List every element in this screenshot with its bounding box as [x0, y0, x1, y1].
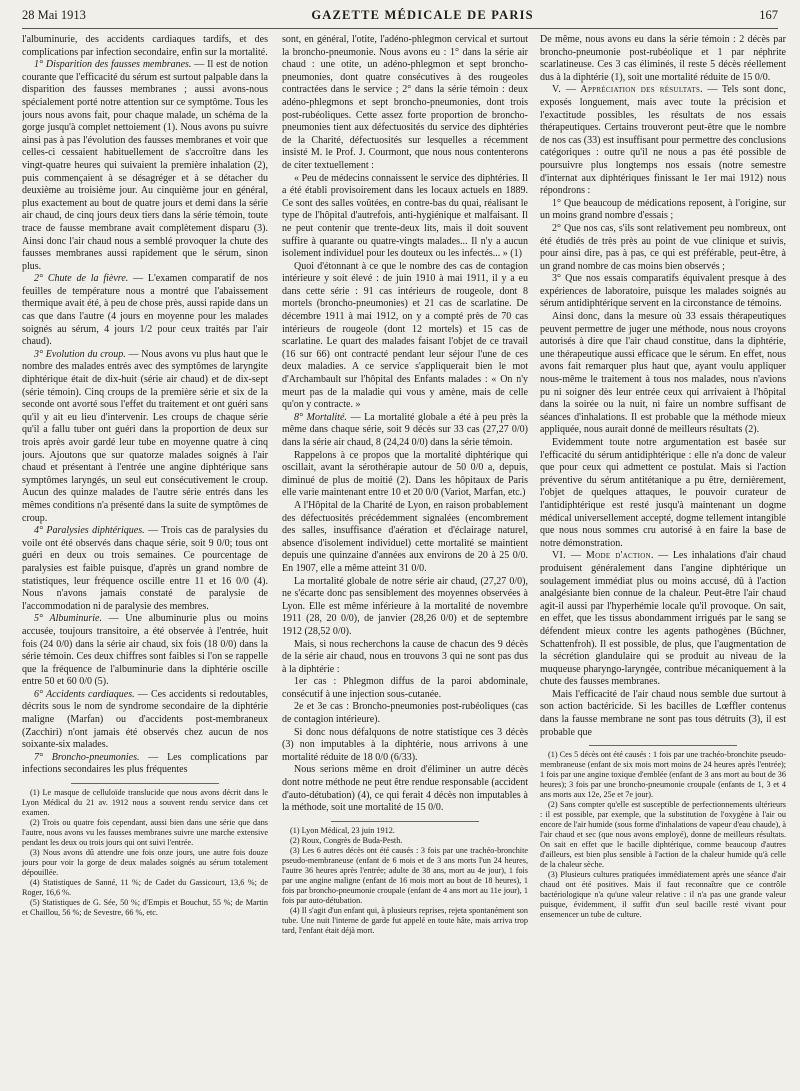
paragraph: l'albuminurie, des accidents cardiaques tardifs, et des complications par infection secondaire, enfin sur la mortalité. — [22, 34, 268, 58]
section-heading: 6° Accidents cardiaques. — [34, 688, 135, 700]
column-right — [540, 34, 786, 1079]
paragraph: 2° Chute de la fièvre. — L'examen comparatif de nos feuilles de température nous a montré que l'abaissement thermique avait été, à peu de chose près, aussi rapide dans un cas que dans l'autre (4 jours en moyenne pour les malades soignés au sérum, 4 jours 1/2 pour ceux traités par l'air chaud). — [22, 273, 268, 348]
paragraph: 8° Mortalité. — La mortalité globale a été à peu près la même dans chaque série, soit 9 décès sur 33 cas (27,27 0/0) dans la série air chaud, 8 (24,24 0/0) dans la série témoin. — [282, 411, 528, 448]
paragraph: Si donc nous défalquons de notre statistique ces 3 décès (3) non imputables à la diphtérie, nous arrivons à une mortalité réduite de 18 0/0 (6/33). — [282, 726, 528, 763]
paragraph: A l'Hôpital de la Charité de Lyon, en raison probablement des défectuosités précédemment signalées (encombrement des salles, insuffisance d'aération et d'éclairage naturel, absence d'isolement individuel) cette mortalité se maintient depuis une quinzaine d'années aux environs de 20 à 25 0/0. En 1907, elle a même atteint 31 0/0. — [282, 499, 528, 574]
footnote: (5) Statistiques de G. Sée, 50 %; d'Empis et Bouchut, 55 %; de Martin et Chaillou, 56 %; de Sevestre, 66 %, etc. — [22, 898, 268, 918]
paragraph: Nous serions même en droit d'éliminer un autre décès dont notre méthode ne peut être rendue responsable (accident d'auto-détubation) (4), ce qui ferait 4 décès non imputables à la méthode, soit une mortalité de 15 0/0. — [282, 764, 528, 814]
paragraph: sont, en général, l'otite, l'adéno-phlegmon cervical et surtout la broncho-pneumonie. Nous avons eu : 1° dans la série air chaud : une otite, un adéno-phlegmon et sept broncho-pneumonies, dont quatre consécutives à des rougeoles contractées dans le service ; 2° dans la série témoin : deux adéno-phlegmons et sept broncho-pneumonies, dont trois post-rubéoliques. Cette assez forte proportion de broncho-pneumonies tient aux défectuosités du service des diphtéries de la Charité, défectuosités sur lesquelles a récemment insisté M. le Prof. J. Courmont, que nous nous contenterons de citer textuellement : — [282, 34, 528, 171]
footnote: (1) Ces 5 décès ont été causés : 1 fois par une trachéo-bronchite pseudo-membraneuse (enfant de six mois mort moins de 24 heures après l'entrée); 1 fois par une angine toxique d'emblée (enfant de 3 ans mort au bout de 36 heures); 3 fois par une broncho-pneumonie croupale (enfants de 1, 3 et 4 ans morts aux 12e, 25e et 7e jour). — [540, 750, 786, 800]
paragraph: Mais, si nous recherchons la cause de chacun des 9 décès de la série air chaud, nous en trouvons 3 qui ne sont pas dus à la diphtérie : — [282, 638, 528, 675]
paragraph: Quoi d'étonnant à ce que le nombre des cas de contagion intérieure y soit élevé : de juin 1910 à mai 1911, il y a eu dans cette série : 91 cas intérieurs de rougeole, dont 8 mortels (broncho-pneumonies) et 21 cas de scarlatine. De décembre 1911 à mai 1912, on y a compté près de 70 cas intérieurs de rougeole (dont 12 mortels) et 15 cas de scarlatine. Le quart des malades faisant l'objet de ce travail (16 sur 66) ont contracté pendant leur séjour l'une de ces deux maladies. A ce service s'appliquerait bien le mot d'Archambault sur l'hôpital des Enfants malades : « On n'y meurt pas de la maladie qui vous y amène, mais de celle qu'on y contracte. » — [282, 260, 528, 411]
section-heading: VI. — Mode d'action. — [552, 550, 654, 562]
paragraph: Rappelons à ce propos que la mortalité diphtérique qui oscillait, avant la sérothérapie autour de 50 0/0 a, depuis, diminué de plus de moitié (2). Dans les hôpitaux de Paris elle varie maintenant entre 10 et 20 0/0 (Variot, Marfan, etc.) — [282, 449, 528, 499]
footnote: (3) Les 6 autres décès ont été causés : 3 fois par une trachéo-bronchite pseudo-membraneuse (enfant de 6 mois et de 3 ans morts l'un 24 heures, l'autre 36 heures après l'entrée; adulte de 38 ans, mort au 4e jour), 1 fois par une angine maligne (enfant de 16 mois mort au bout de 18 heures), 1 fois par broncho-pneumonie croupale (enfant de 4 ans mort au 11e jour), 1 fois par auto-détubation. — [282, 845, 528, 905]
paragraph: 3° Evolution du croup. — Nous avons vu plus haut que le nombre des malades entrés avec des symptômes de laryngite diphtérique était de dix-huit (série air chaud) et de dix-sept (série témoin). Cinq croups de la première série et six de la seconde ont avorté sous l'effet du traitement et ont guéri sans qu'il y ait eu lieu d'intervenir. Les croups de chaque série qu'il a fallu tuber ont guéri dans la proportion de deux sur trois après avoir gardé leur tube en moyenne quatre à cinq jours. Ajoutons que sur quatorze malades soignés à l'air chaud et présentant à l'entrée une angine diphtérique sans symptômes laryngés, un seul eut consécutivement le croup. Aucun des quinze malades de l'autre série entrés dans les mêmes conditions n'a présenté dans la suite de symptômes de croup. — [22, 348, 268, 524]
section-heading: 2° Chute de la fièvre. — [34, 273, 129, 285]
footnote: (2) Roux, Congrès de Buda-Pesth. — [290, 835, 403, 845]
footnote-separator — [71, 783, 219, 784]
quotation: « Peu de médecins connaissent le service des diphtéries. Il a été établi provisoirement dans les locaux actuels en 1889. Ce sont des salles voûtées, en contre-bas du quai, réalisant le type de l'hôpital d'autrefois, anti-hygiénique et malfaisant. Il ne peut contenir que trente-deux lits, mais il doit souvent suffire à quarante ou quatre-vingts malades... Il n'y a aucun isolement individuel pour les douteux ou les infectés... » (1) — [282, 172, 528, 260]
footnote-separator — [331, 821, 479, 822]
paragraph: Evidemment toute notre argumentation est basée sur l'efficacité du sérum antidiphtérique : elle n'a donc de valeur que pour ceux qui admettent ce postulat. Mais si l'action préventive du sérum antitétanique a pu être, dernièrement, l'objet de quelques attaques, le pouvoir curateur de l'antidiphtérique est resté jusqu'à maintenant un dogme médical universellement accepté, dogme tellement intangible que nous nous sommes cru autorisé à en faire la base de notre démonstration. — [540, 437, 786, 549]
paragraph: 4° Paralysies diphtériques. — Trois cas de paralysies du voile ont été observés dans chaque série, soit 9 0/0; tous ont guéri en deux ou trois semaines. Ce pourcentage de paralysies est faible puisque, d'après un grand nombre de statistiques, leur fréquence oscille entre 11 et 16 0/0 (4). Nous n'avons jamais constaté de paralysie de l'accommodation ni de paralysie des membres. — [22, 525, 268, 612]
paragraph: 5° Albuminurie. — Une albuminurie plus ou moins accusée, toujours transitoire, a été observée à l'entrée, huit fois (24 0/0) dans la série air chaud, six fois (18 0/0) dans la série témoin. Ces deux chiffres sont faibles si l'on se rappelle que la fréquence de l'albuminurie dans la diphtérie oscille entre 50 et 60 0/0 (5). — [22, 613, 268, 688]
header-date: 28 Mai 1913 — [22, 7, 86, 22]
paragraph: 1° Disparition des fausses membranes. — Il est de notion courante que l'efficacité du sérum est surtout palpable dans la disparition des fausses membranes ; aussi avons-nous spécialement porté notre attention sur ce symptôme. Tous les jours nous avons fait, pour chaque malade, un schéma de la gorge jusqu'à complet nettoiement (1). Nous avons pu suivre ainsi pas à pas l'évolution des fausses membranes et voir que celles-ci cessaient habituellement de s'accroître dans les vingt-quatre heures qui suivaient la première inhalation (2), puis commençaient à se désagréger et à se détacher du deuxième au troisième jour. Au cinquième jour en général, plus exactement au bout de quatre jours et demi dans la série air chaud, de cinq jours deux tiers dans la série témoin, toute trace de fausse membrane avait complètement disparu (3). Ainsi donc l'air chaud nous a semblé provoquer la chute des fausses membranes aussi rapidement que le sérum, sinon plus. — [22, 59, 268, 272]
paragraph: V. — Appréciation des résultats. — Tels sont donc, exposés longuement, mais avec toute la précision et l'exactitude possibles, les résultats de nos essais thérapeutiques. Certains trouveront peut-être que le nombre de nos cas (33) est insuffisant pour permettre des conclusions catégoriques : outre qu'il ne nous a pas été possible de poursuivre plus longtemps nos essais (notre semestre d'internat aux diphtériques finissant le 1er mai 1912) nous répondrons : — [540, 84, 786, 197]
footnote: (3) Plusieurs cultures pratiquées immédiatement après une séance d'air chaud ont été positives. Mais il faut reconnaître que ce contrôle bactériologique n'a qu'une valeur relative : il n'a pas une grande valeur puisque, évidemment, il suffit d'un seul bacille resté vivant pour ensemencer un tube de culture. — [540, 870, 786, 920]
paragraph: 1er cas : Phlegmon diffus de la paroi abdominale, consécutif à une injection sous-cutanée. — [282, 676, 528, 700]
page-header — [22, 6, 778, 24]
section-heading: 1° Disparition des fausses membranes. — [34, 59, 192, 71]
journal-title: GAZETTE MÉDICALE DE PARIS — [311, 7, 534, 22]
section-heading: 8° Mortalité. — [294, 411, 347, 423]
paragraph: VI. — Mode d'action. — Les inhalations d'air chaud produisent généralement dans l'angine diphtérique un soulagement immédiat plus ou moins accusé, dû à l'action analgésiante bien connue de la chaleur. Peut-être l'air chaud agit-il aussi par l'hyperhémie locale qu'il provoque. On sait, en effet, que les tissus abondamment irrigués par le sang se défendent mieux contre les agents pathogènes (Büchner, Schattenfroh). Il est possible, de plus, que l'augmentation de la sécrétion glandulaire qui se produit au niveau de la muqueuse pharyngo-laryngée, contribue mécaniquement à la chute des fausses membranes. — [540, 550, 786, 688]
footnote: (2) Trois ou quatre fois cependant, aussi bien dans une série que dans l'autre, nous avons vu les fausses membranes suivre une marche extensive pendant les deux ou trois jours qui ont suivi l'entrée. — [22, 818, 268, 848]
section-heading: 4° Paralysies diphtériques. — [34, 525, 145, 537]
column-middle — [282, 34, 528, 1079]
footnote: (3) Nous avons dû attendre une fois onze jours, une autre fois douze jours pour voir la gorge de deux malades soignés au sérum totalement dépouillée. — [22, 848, 268, 878]
page-number: 167 — [759, 7, 778, 22]
footnote-separator — [589, 745, 737, 746]
column-left — [22, 34, 268, 1079]
header-rule — [22, 28, 778, 29]
paragraph: La mortalité globale de notre série air chaud, (27,27 0/0), ne s'écarte donc pas sensiblement des moyennes observées à Lyon. Elle est même inférieure à la mortalité de novembre 1911 (28, 20 0/0), de janvier (28,26 0/0) et de septembre 1912 (28,52 0/0). — [282, 575, 528, 637]
section-heading: 3° Evolution du croup. — [34, 348, 126, 360]
paragraph: De même, nous avons eu dans la série témoin : 2 décès par broncho-pneumonie post-rubéolique et 1 par néphrite scarlatineuse. Ces 3 cas éliminés, il reste 5 décès réellement dus à la diphtérie (1), soit une mortalité réduite de 15 0/0. — [540, 34, 786, 83]
paragraph: 7° Broncho-pneumonies. — Les complications par infections secondaires les plus fréquentes — [22, 751, 268, 776]
section-heading: V. — Appréciation des résultats. — [552, 84, 703, 96]
paragraph: 2e et 3e cas : Broncho-pneumonies post-rubéoliques (cas de contagion intérieure). — [282, 701, 528, 726]
paragraph: 2° Que nos cas, s'ils sont relativement peu nombreux, ont été étudiés de très près au point de vue clinique et suivis, pour ainsi dire, pas à pas, ce qui est préférable, peut-être, à un grand nombre de cas moins bien observés ; — [540, 222, 786, 272]
paragraph: Mais l'efficacité de l'air chaud nous semble due surtout à son action bactéricide. Si les bacilles de Lœffler contenus dans la fausse membrane ne sont pas tous détruits (3), il est probable que — [540, 688, 786, 738]
footnote: (2) Sans compter qu'elle est susceptible de perfectionnements ultérieurs : il est possible, par exemple, que la substitution de l'oxygène à l'air ou encore de l'air humide (sous forme d'inhalations de vapeur d'eau chaude), à l'air chaud et sec (que nous avons employé), donne de meilleurs résultats. On sait en effet que le bacille diphtérique, comme beaucoup d'autres d'ailleurs, est bien plus sensible à l'action de la chaleur humide qu'à celle de la chaleur sèche. — [540, 800, 786, 870]
paragraph: Ainsi donc, dans la mesure où 33 essais thérapeutiques peuvent permettre de juger une méthode, nous nous croyons autorisés à dire que l'air chaud constitue, dans la diphtérie, une thérapeutique aussi efficace que le sérum. En effet, nous avons fait remarquer plus haut que, ayant voulu appliquer nous-même le traitement à tous nos malades, nous n'avions pu ni soigner dès leur entrée ceux qui arrivaient à l'hôpital dans la soirée ou la nuit, ni faire un nombre suffisant de séances d'inhalations. Il est probable que la méthode mieux appliquée, nous aurait donné de meilleurs résultats (2). — [540, 311, 786, 436]
footnote: (1) Lyon Médical, 23 juin 1912. — [290, 825, 395, 835]
section-heading: 5° Albuminurie. — [34, 613, 102, 625]
footnote: (4) Statistiques de Sanné, 11 %; de Cadet du Gassicourt, 13,6 %; de Roger, 16,6 %. — [22, 878, 268, 898]
footnote: (1) Le masque de celluloïde translucide que nous avons décrit dans le Lyon Médical du 21 av. 1912 nous a souvent rendu service dans cet examen. — [22, 788, 268, 818]
section-heading: 7° Broncho-pneumonies. — [34, 751, 140, 763]
paragraph: 3° Que nos essais comparatifs équivalent presque à des expériences de laboratoire, puisque les malades soignés au sérum antidiphtérique servent en la circonstance de témoins. — [540, 273, 786, 310]
paragraph: 6° Accidents cardiaques. — Ces accidents si redoutables, décrits sous le nom de syndrome secondaire de la diphtérie maligne (Marfan) ou d'accidents post-membraneux (Zacchiri) n'ont jamais été observés chez aucun de nos soixante-six malades. — [22, 688, 268, 751]
paragraph: 1° Que beaucoup de médications reposent, à l'origine, sur un moins grand nombre d'essais ; — [540, 197, 786, 222]
footnote: (4) Il s'agit d'un enfant qui, à plusieurs reprises, rejeta spontanément son tube. Une nuit l'interne de garde fut appelé en toute hâte, mais arriva trop tard, l'enfant était déjà mort. — [282, 905, 528, 935]
